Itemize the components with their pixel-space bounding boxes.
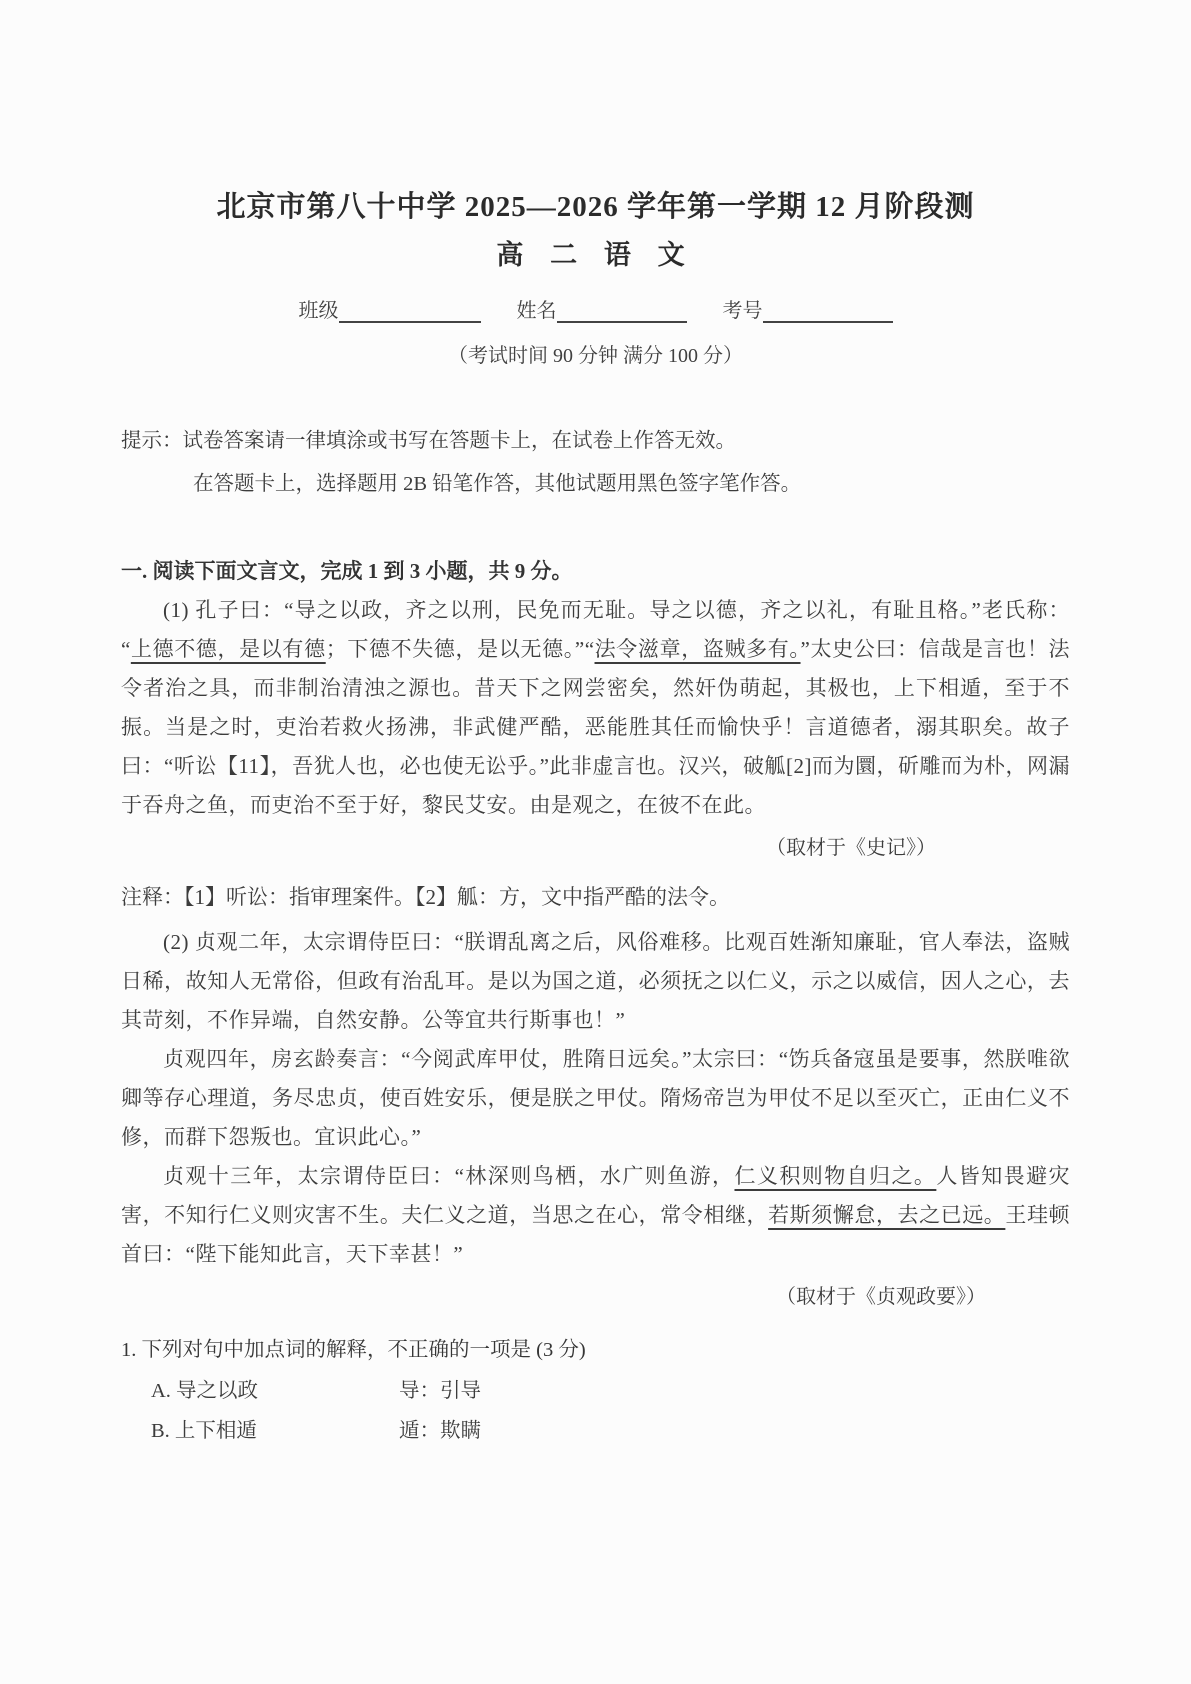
class-label: 班级: [298, 300, 339, 322]
option-a-gloss: 导：引导: [399, 1380, 481, 1402]
page-subtitle: 高 二 语 文: [496, 240, 695, 270]
student-info-row: [121, 294, 1070, 323]
question-1-option-b[interactable]: [151, 1412, 1070, 1450]
passage2-paragraph-1: (2) 贞观二年，太宗谓侍臣曰：“朕谓乱离之后，风俗难移。比观百姓渐知廉耻，官人奉法，盗贼日稀，故知人无常俗，但政有治乱耳。是以为国之道，必须抚之以仁义，示之以威信，因人之心，去其苛刻，不作异端，自然安静。公等宜共行斯事也！”: [121, 930, 1070, 1032]
passage1-source: （取材于《史记》）: [766, 837, 936, 859]
question-1-option-a[interactable]: [151, 1372, 1070, 1410]
section-one-heading: 一. 阅读下面文言文，完成 1 到 3 小题，共 9 分。: [121, 559, 573, 583]
passage2-source: （取材于《贞观政要》）: [776, 1286, 986, 1308]
option-a-phrase: A. 导之以政: [151, 1380, 259, 1402]
exam-duration-info: （考试时间 90 分钟 满分 100 分）: [448, 345, 743, 367]
question-1: [121, 1331, 1070, 1450]
exam-no-label: 考号: [722, 300, 763, 322]
option-b-phrase: B. 上下相遁: [151, 1420, 257, 1442]
question-1-stem: 1. 下列对句中加点词的解释，不正确的一项是 (3 分): [121, 1339, 586, 1361]
passage1-notes: 注释：【1】听讼：指审理案件。【2】觚：方，文中指严酷的法令。: [121, 885, 730, 909]
option-b-gloss: 遁：欺瞒: [399, 1420, 481, 1442]
exam-no-input-blank[interactable]: [763, 297, 893, 323]
name-label: 姓名: [516, 300, 557, 322]
passage2-paragraph-3: 贞观十三年，太宗谓侍臣曰：“林深则鸟栖，水广则鱼游，仁义积则物自归之。人皆知畏避灾害，不知行仁义则灾害不生。夫仁义之道，当思之在心，常令相继，若斯须懈怠，去之已远。王珪顿首曰：“陛下能知此言，天下幸甚！”: [121, 1164, 1071, 1266]
name-input-blank[interactable]: [557, 297, 687, 323]
page-title: 北京市第八十中学 2025—2026 学年第一学期 12 月阶段测: [216, 191, 975, 223]
notice-line-2: 在答题卡上，选择题用 2B 铅笔作答，其他试题用黑色签字笔作答。: [193, 473, 802, 495]
exam-notice: [121, 420, 1070, 506]
notice-text-1: 试卷答案请一律填涂或书写在答题卡上，在试卷上作答无效。: [182, 430, 736, 452]
class-input-blank[interactable]: [339, 297, 481, 323]
notice-label: 提示：: [121, 430, 183, 452]
passage1-paragraph: (1) 孔子曰：“导之以政，齐之以刑，民免而无耻。导之以德，齐之以礼，有耻且格。”老氏称：“上德不德，是以有德；下德不失德，是以无德。”“法令滋章，盗贼多有。”太史公曰：信哉是言也！法令者治之具，而非制治清浊之源也。昔天下之网尝密矣，然奸伪萌起，其极也，上下相遁，至于不振。当是之时，吏治若救火扬沸，非武健严酷，恶能胜其任而愉快乎！言道德者，溺其职矣。故子曰：“听讼【11】，吾犹人也，必也使无讼乎。”此非虚言也。汉兴，破觚[2]而为圜，斫雕而为朴，网漏于吞舟之鱼，而吏治不至于好，黎民艾安。由是观之，在彼不在此。: [121, 598, 1071, 817]
page-content: [121, 0, 1070, 1450]
notice-line-1: [121, 420, 1070, 463]
passage2-paragraph-2: 贞观四年，房玄龄奏言：“今阅武库甲仗，胜隋日远矣。”太宗曰：“饬兵备寇虽是要事，然朕唯欲卿等存心理道，务尽忠贞，使百姓安乐，便是朕之甲仗。隋炀帝岂为甲仗不足以至灭亡，正由仁义不修，而群下怨叛也。宜识此心。”: [121, 1047, 1070, 1149]
